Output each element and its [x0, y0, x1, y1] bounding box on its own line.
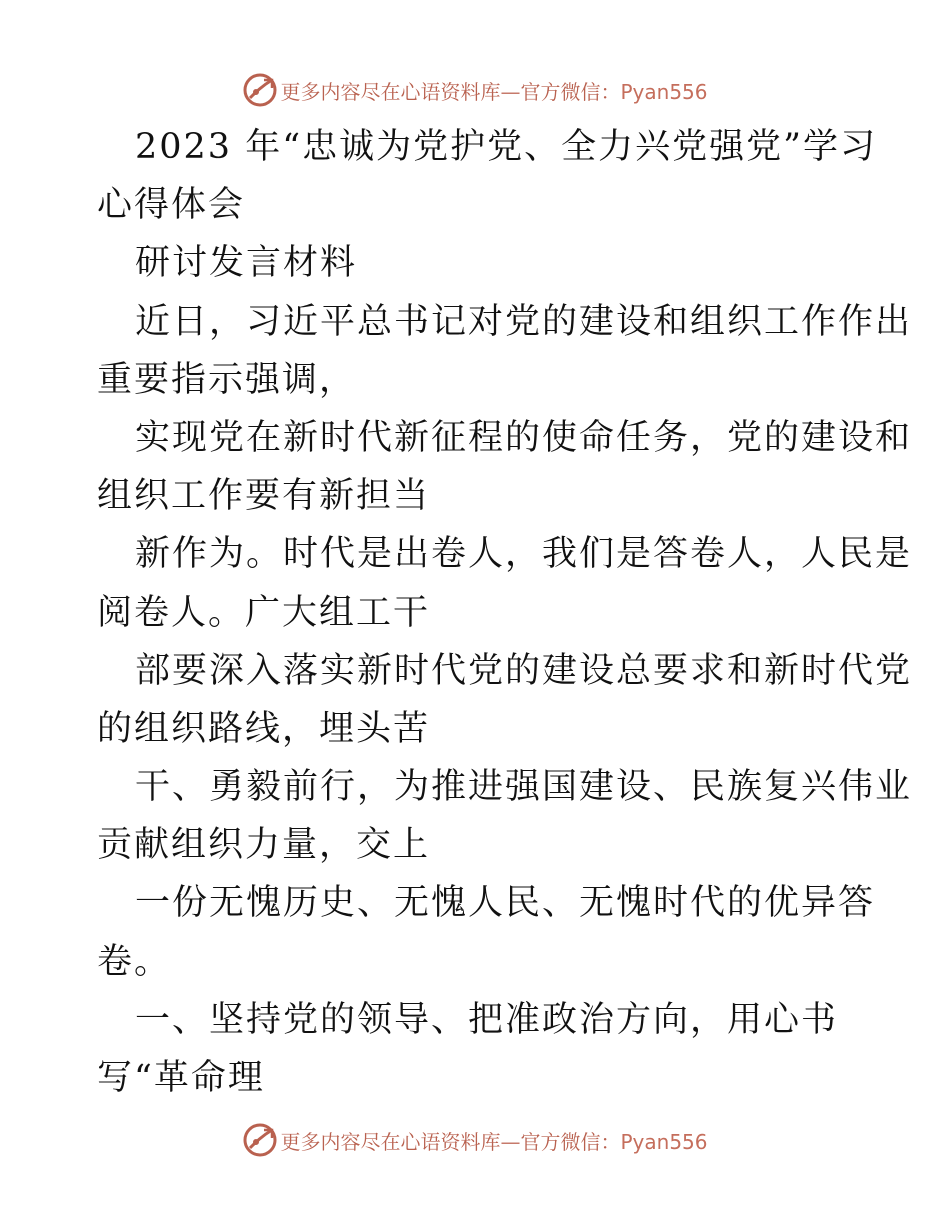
watermark-separator: —: [500, 1129, 521, 1154]
text-line: 实现党在新时代新征程的使命任务，党的建设和: [135, 417, 913, 458]
text-line: 阅卷人。广大组工干: [97, 592, 431, 633]
seal-logo-icon: [242, 1122, 278, 1158]
text-line: 2023 年“忠诚为党护党、全力兴党强党”学习: [135, 127, 877, 167]
watermark-text: [280, 76, 707, 105]
text-line: 写“革命理: [97, 1058, 265, 1098]
text-line: 部要深入落实新时代党的建设总要求和新时代党: [135, 650, 913, 691]
seal-logo-icon: [242, 72, 278, 108]
text-line: 贡献组织力量，交上: [97, 825, 431, 866]
watermark-site: 更多内容尽在心语资料库: [280, 1129, 501, 1154]
document-body: [97, 118, 913, 1107]
watermark-site: 更多内容尽在心语资料库: [280, 79, 501, 104]
text-line: 心得体会: [97, 185, 246, 226]
text-line: 组织工作要有新担当: [97, 476, 431, 517]
text-line: 卷。: [97, 941, 172, 982]
watermark-account: Pyan556: [620, 79, 708, 104]
text-line: 的组织路线，埋头苦: [97, 708, 431, 749]
watermark-text: [280, 1126, 707, 1155]
text-line: 一份无愧历史、无愧人民、无愧时代的优异答: [135, 883, 876, 924]
watermark-account: Pyan556: [620, 1129, 708, 1154]
text-line: 一、坚持党的领导、把准政治方向，用心书: [135, 999, 839, 1040]
watermark-suffix: 官方微信：: [520, 79, 621, 104]
watermark-suffix: 官方微信：: [520, 1129, 621, 1154]
watermark-separator: —: [500, 79, 521, 104]
text-line: 干、勇毅前行，为推进强国建设、民族复兴伟业: [135, 767, 913, 808]
text-line: 近日，习近平总书记对党的建设和组织工作作出: [135, 301, 913, 342]
text-line: 重要指示强调，: [97, 359, 357, 400]
text-line: 新作为。时代是出卷人，我们是答卷人，人民是: [135, 534, 913, 575]
header-watermark: [0, 70, 950, 110]
footer-watermark: [0, 1120, 950, 1160]
text-line: 研讨发言材料: [135, 243, 358, 284]
